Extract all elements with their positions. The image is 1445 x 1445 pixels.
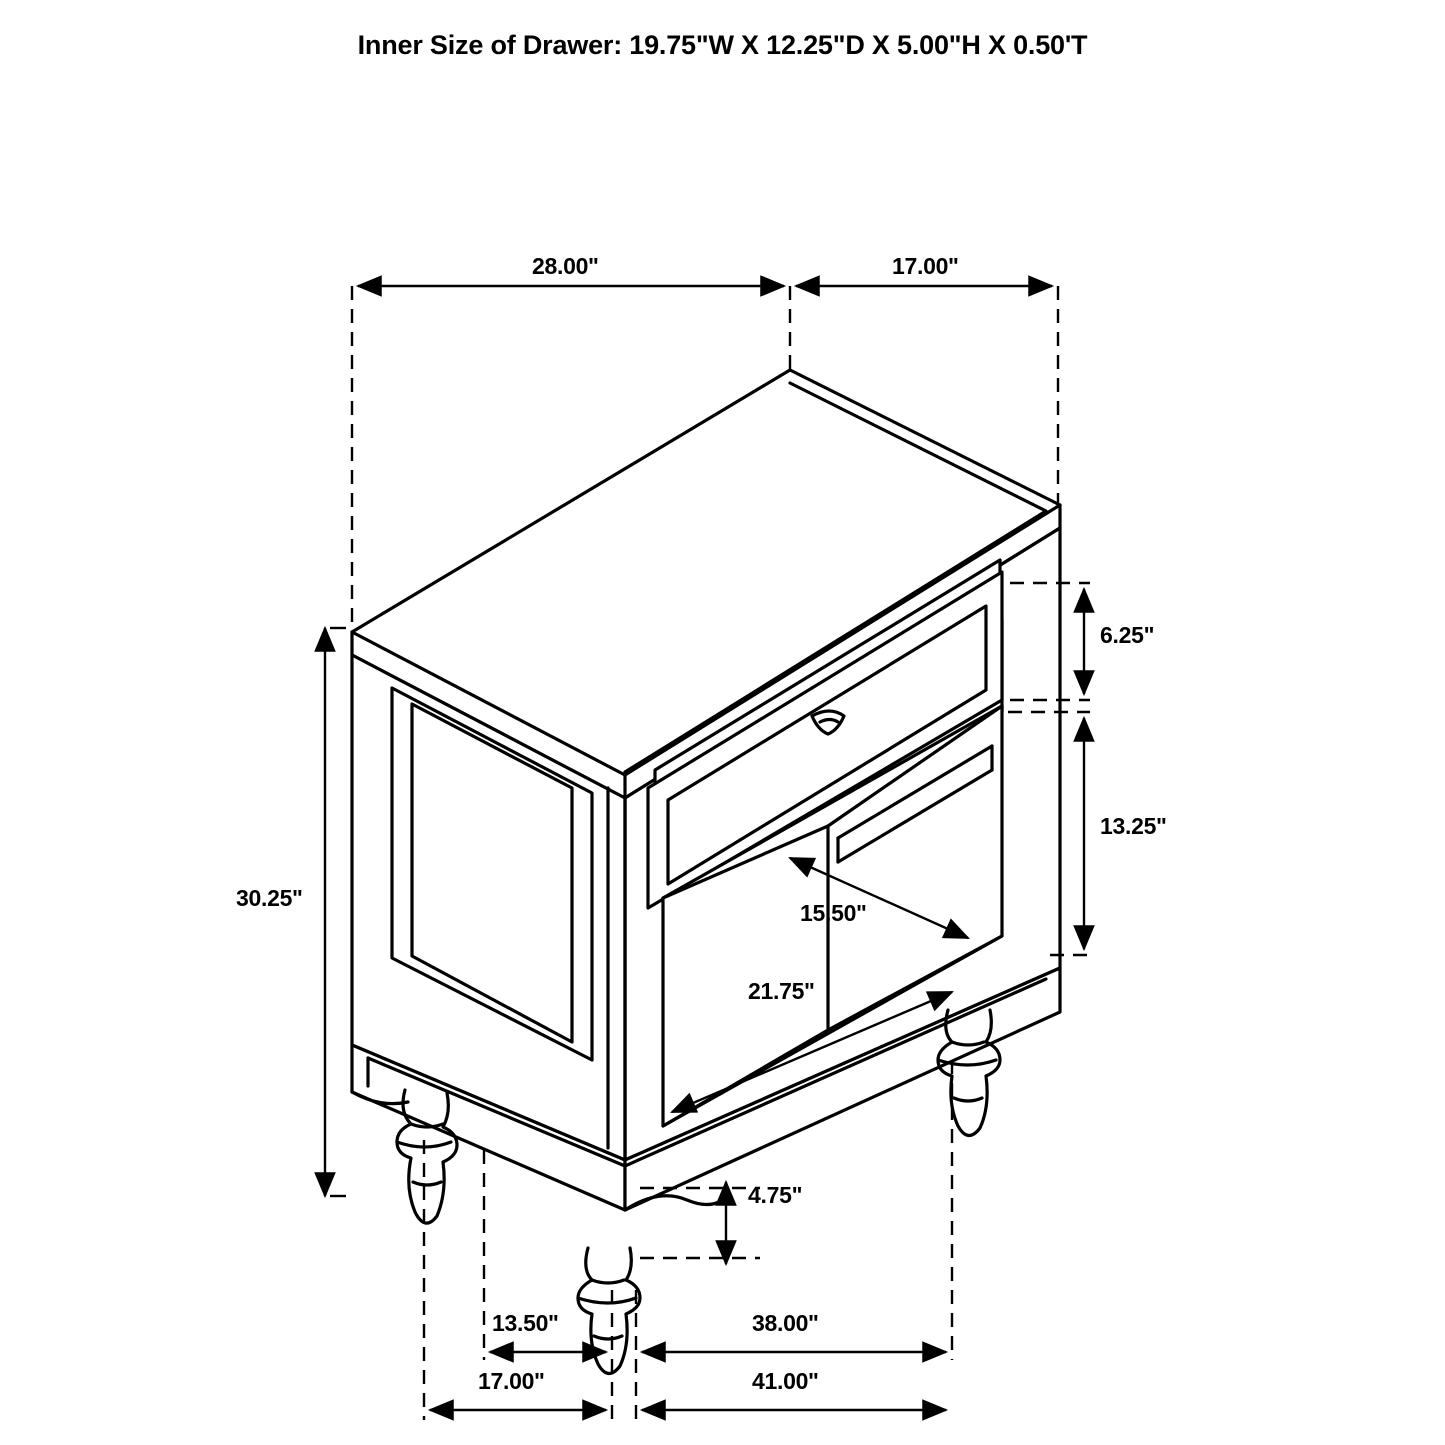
- dimension-label-foot-span-side: 38.00": [752, 1310, 819, 1336]
- dimension-label-top-width-right: 17.00": [892, 253, 959, 279]
- dimension-label-base-depth: 17.00": [478, 1368, 545, 1394]
- dimension-label-shelf-width: 21.75": [748, 978, 815, 1004]
- dimension-label-shelf-depth: 15.50": [800, 900, 867, 926]
- dimension-label-drawer-face-height: 6.25": [1100, 622, 1155, 648]
- dimension-label-foot-clearance: 4.75": [748, 1182, 803, 1208]
- page-title: Inner Size of Drawer: 19.75"W X 12.25"D X 5.00"H X 0.50'T: [357, 30, 1088, 60]
- dimension-label-total-height: 30.25": [236, 885, 303, 911]
- dimension-label-top-width-left: 28.00": [532, 253, 599, 279]
- dimension-label-base-width: 41.00": [752, 1368, 819, 1394]
- dimension-label-lower-open-height: 13.25": [1100, 813, 1167, 839]
- dimension-label-foot-span-front: 13.50": [492, 1310, 559, 1336]
